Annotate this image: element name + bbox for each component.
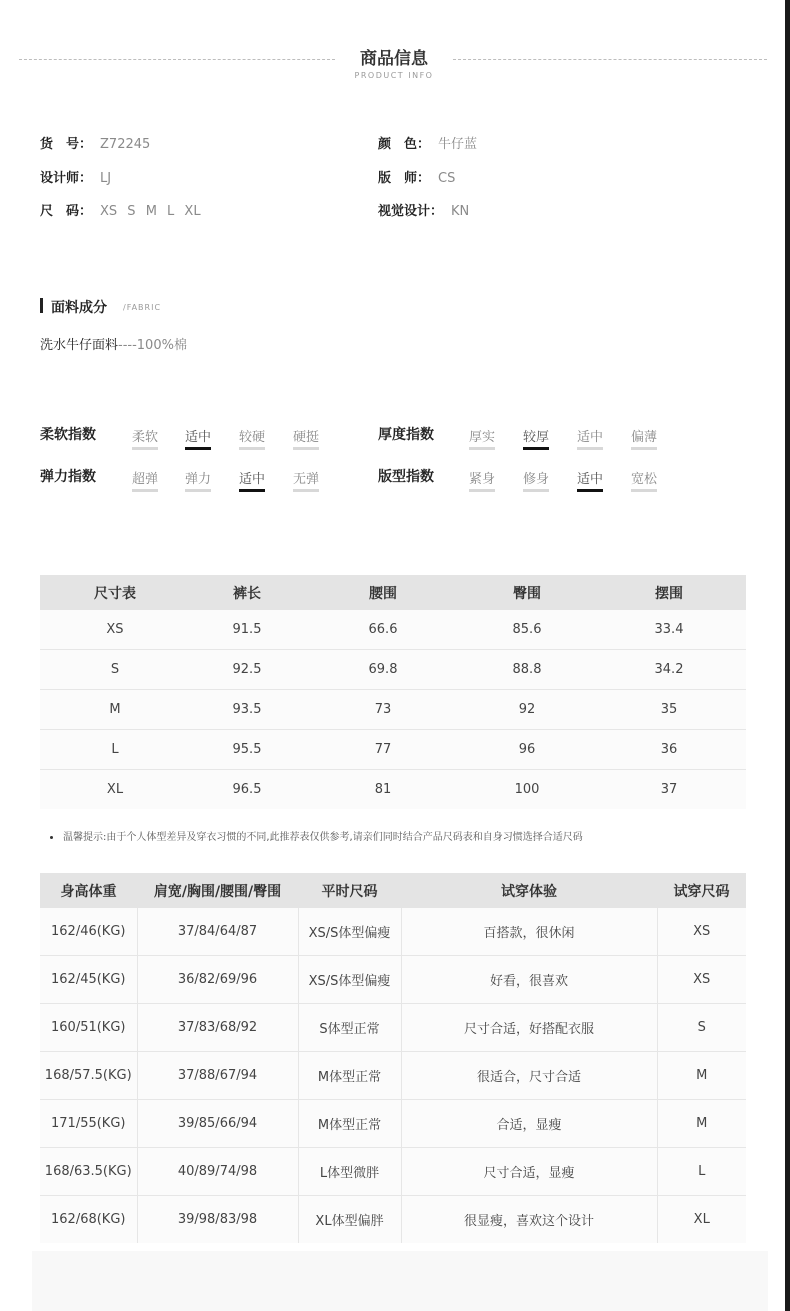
sizing-tip-text: 温馨提示:由于个人体型差异及穿衣习惯的不同,此推荐表仅供参考,请亲们同时结合产品尺码表和自身习惯选择合适尺码 (63, 832, 583, 843)
info-item-no (40, 133, 150, 152)
table-row (40, 1100, 746, 1148)
bullet-icon (50, 836, 53, 839)
fabric-heading-bar (40, 298, 43, 313)
table-cell: L (40, 730, 190, 770)
info-value: LJ (100, 171, 112, 186)
table-cell: XS/S体型偏瘦 (298, 956, 401, 1004)
table-cell: XL体型偏胖 (298, 1196, 401, 1244)
table-cell: 160/51(KG) (40, 1004, 137, 1052)
fit-table-header: 肩宽/胸围/腰围/臀围 (137, 873, 298, 908)
size-chart-header: 摆围 (592, 575, 746, 610)
table-cell: M体型正常 (298, 1052, 401, 1100)
table-cell: 96 (462, 730, 592, 770)
table-row (40, 690, 746, 730)
fit-table-header: 身高体重 (40, 873, 137, 908)
info-label: 版 师： (378, 171, 431, 186)
header-divider-right (453, 59, 767, 60)
table-cell: L体型微胖 (298, 1148, 401, 1196)
size-chart-header: 腰围 (304, 575, 462, 610)
fabric-title: 面料成分 (51, 300, 107, 316)
table-cell: 92 (462, 690, 592, 730)
info-label: 视觉设计： (378, 204, 444, 219)
fit-table-header: 平时尺码 (298, 873, 401, 908)
table-cell: 36 (592, 730, 746, 770)
info-value: CS (438, 171, 456, 186)
table-cell: 95.5 (190, 730, 304, 770)
info-label: 货 号： (40, 137, 93, 152)
table-cell: 尺寸合适，好搭配衣服 (401, 1004, 657, 1052)
table-cell: 37/88/67/94 (137, 1052, 298, 1100)
table-cell: 168/57.5(KG) (40, 1052, 137, 1100)
table-cell: 35 (592, 690, 746, 730)
table-cell: S体型正常 (298, 1004, 401, 1052)
elasticity-option-stretch: 弹力 (185, 468, 211, 492)
softness-option-medium: 适中 (185, 426, 211, 450)
table-cell: XL (657, 1196, 746, 1244)
table-cell: 162/46(KG) (40, 908, 137, 956)
table-cell: 88.8 (462, 650, 592, 690)
size-chart-header: 尺寸表 (40, 575, 190, 610)
table-row (40, 908, 746, 956)
info-value: KN (451, 204, 470, 219)
table-cell: 92.5 (190, 650, 304, 690)
info-color (378, 133, 477, 152)
table-cell: 33.4 (592, 610, 746, 650)
table-cell: XS/S体型偏瘦 (298, 908, 401, 956)
fabric-subtitle: /FABRIC (123, 303, 162, 312)
table-row (40, 1004, 746, 1052)
elasticity-index-label: 弹力指数 (40, 469, 96, 485)
fabric-percentage: ----100%棉 (118, 338, 187, 353)
table-cell: 171/55(KG) (40, 1100, 137, 1148)
table-cell: 39/98/83/98 (137, 1196, 298, 1244)
info-label: 设计师： (40, 171, 93, 186)
table-row (40, 956, 746, 1004)
table-cell: 36/82/69/96 (137, 956, 298, 1004)
size-chart-header: 裤长 (190, 575, 304, 610)
table-cell: 162/68(KG) (40, 1196, 137, 1244)
fit-experience-table (40, 873, 746, 1243)
table-cell: 34.2 (592, 650, 746, 690)
table-cell: XS (657, 956, 746, 1004)
table-cell: 69.8 (304, 650, 462, 690)
table-cell: 合适，显瘦 (401, 1100, 657, 1148)
softness-option-stiff: 硬挺 (293, 426, 319, 450)
table-cell: S (40, 650, 190, 690)
table-cell: S (657, 1004, 746, 1052)
info-sizes (40, 200, 201, 219)
table-cell: 93.5 (190, 690, 304, 730)
table-cell: 73 (304, 690, 462, 730)
right-edge-bar (785, 0, 790, 1311)
info-value: 牛仔蓝 (438, 137, 478, 152)
table-row (40, 730, 746, 770)
elasticity-option-medium: 适中 (239, 468, 265, 492)
fit-index-label: 版型指数 (378, 469, 434, 485)
bottom-panel (32, 1251, 768, 1311)
fit-table-header: 试穿尺码 (657, 873, 746, 908)
table-cell: M体型正常 (298, 1100, 401, 1148)
elasticity-option-none: 无弹 (293, 468, 319, 492)
softness-option-soft: 柔软 (132, 426, 158, 450)
info-label: 颜 色： (378, 137, 431, 152)
thickness-option-thin: 偏薄 (631, 426, 657, 450)
table-cell: 37/84/64/87 (137, 908, 298, 956)
thickness-option-fairly-thick: 较厚 (523, 426, 549, 450)
thickness-option-medium: 适中 (577, 426, 603, 450)
table-row (40, 650, 746, 690)
thickness-index-label: 厚度指数 (378, 427, 434, 443)
table-cell: XL (40, 770, 190, 810)
table-cell: M (40, 690, 190, 730)
table-cell: 39/85/66/94 (137, 1100, 298, 1148)
table-cell: 168/63.5(KG) (40, 1148, 137, 1196)
table-cell: 81 (304, 770, 462, 810)
fit-option-tight: 紧身 (469, 468, 495, 492)
section-title: 商品信息 (360, 49, 428, 69)
table-cell: 96.5 (190, 770, 304, 810)
fit-table-header-row (40, 873, 746, 908)
table-cell: 85.6 (462, 610, 592, 650)
fit-table-header: 试穿体验 (401, 873, 657, 908)
table-cell: 77 (304, 730, 462, 770)
elasticity-option-super: 超弹 (132, 468, 158, 492)
info-visual-designer (378, 200, 469, 219)
fit-option-slim: 修身 (523, 468, 549, 492)
size-chart-header: 臀围 (462, 575, 592, 610)
fit-option-loose: 宽松 (631, 468, 657, 492)
table-row (40, 770, 746, 810)
table-cell: 91.5 (190, 610, 304, 650)
info-value: XS S M L XL (100, 204, 201, 219)
table-cell: 37 (592, 770, 746, 810)
info-label: 尺 码： (40, 204, 93, 219)
table-cell: 66.6 (304, 610, 462, 650)
info-pattern-maker (378, 167, 455, 186)
table-cell: L (657, 1148, 746, 1196)
table-cell: 好看，很喜欢 (401, 956, 657, 1004)
fabric-name: 洗水牛仔面料 (40, 338, 119, 353)
softness-index-label: 柔软指数 (40, 427, 96, 443)
thickness-option-thick: 厚实 (469, 426, 495, 450)
table-cell: 很适合，尺寸合适 (401, 1052, 657, 1100)
table-cell: 很显瘦，喜欢这个设计 (401, 1196, 657, 1244)
table-row (40, 1052, 746, 1100)
table-cell: 37/83/68/92 (137, 1004, 298, 1052)
table-cell: 尺寸合适，显瘦 (401, 1148, 657, 1196)
sizing-tip (50, 828, 583, 843)
table-cell: XS (40, 610, 190, 650)
table-cell: XS (657, 908, 746, 956)
table-row (40, 610, 746, 650)
info-value: Z72245 (100, 137, 151, 152)
info-designer (40, 167, 111, 186)
fit-option-medium: 适中 (577, 468, 603, 492)
table-cell: M (657, 1100, 746, 1148)
header-divider-left (19, 59, 335, 60)
table-row (40, 1148, 746, 1196)
table-cell: M (657, 1052, 746, 1100)
table-cell: 100 (462, 770, 592, 810)
table-row (40, 1196, 746, 1244)
table-cell: 百搭款，很休闲 (401, 908, 657, 956)
fabric-composition (40, 334, 187, 353)
table-cell: 162/45(KG) (40, 956, 137, 1004)
size-chart-table (40, 575, 746, 809)
size-chart-header-row (40, 575, 746, 610)
softness-option-firm: 较硬 (239, 426, 265, 450)
table-cell: 40/89/74/98 (137, 1148, 298, 1196)
section-subtitle: PRODUCT INFO (354, 71, 434, 80)
